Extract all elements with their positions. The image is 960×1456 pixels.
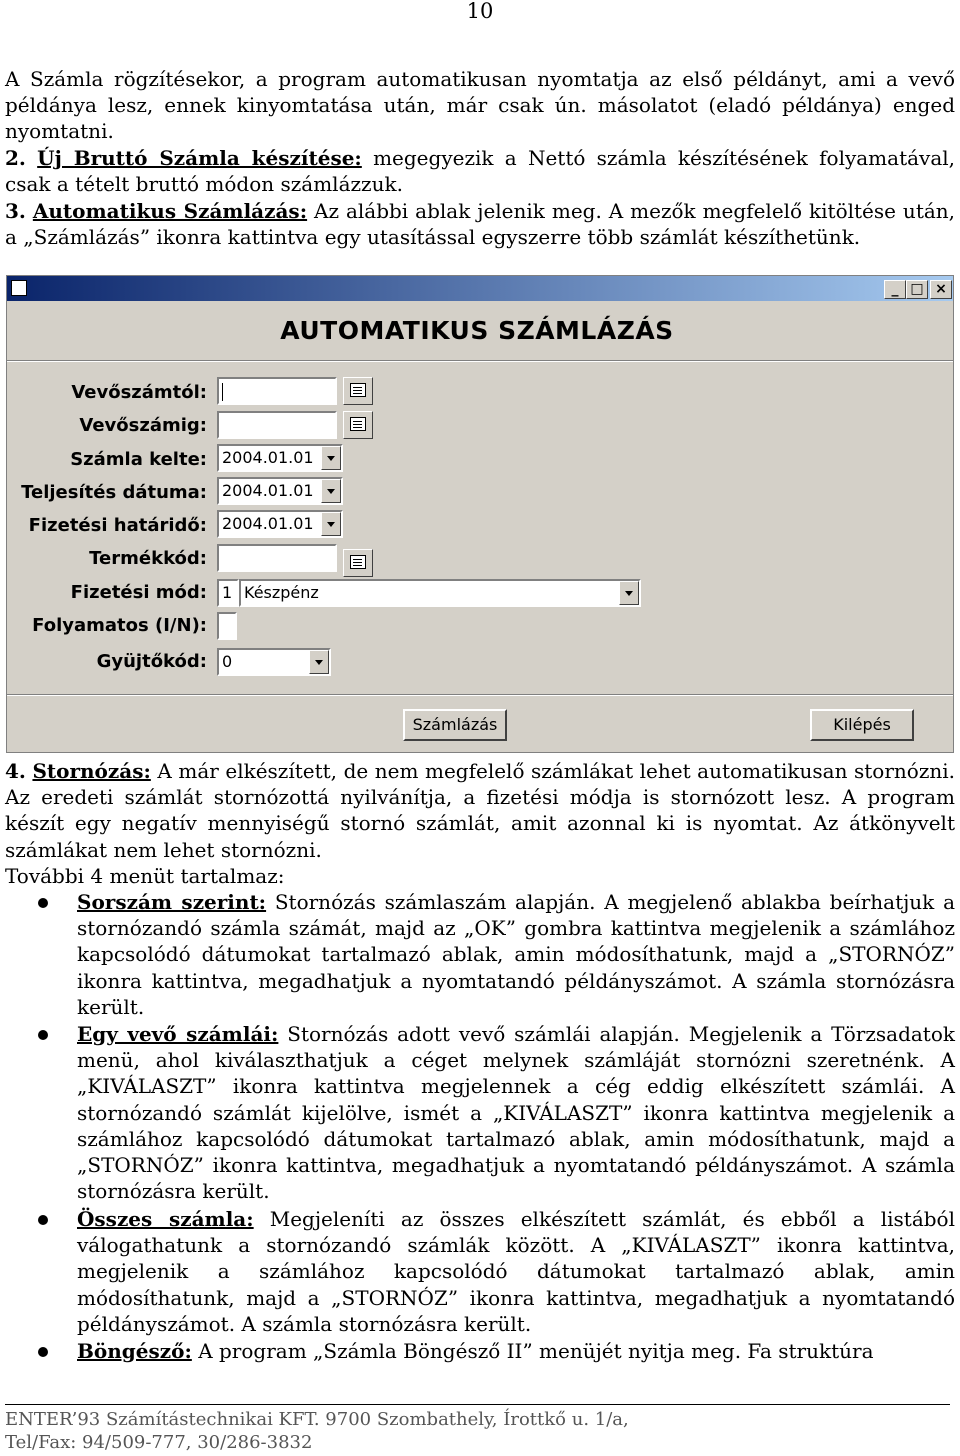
section-4 bbox=[5, 758, 955, 863]
product-code-lookup-button[interactable] bbox=[343, 549, 373, 577]
label-to-customer: Vevőszámig: bbox=[79, 415, 207, 436]
continuous-input[interactable] bbox=[217, 612, 237, 640]
payment-method-code-input[interactable]: 1 bbox=[217, 579, 239, 607]
payment-due-value: 2004.01.01 bbox=[222, 514, 314, 533]
bullet-item bbox=[77, 1206, 955, 1337]
dialog-heading: AUTOMATIKUS SZÁMLÁZÁS bbox=[280, 316, 674, 345]
label-fulfillment-date: Teljesítés dátuma: bbox=[21, 482, 207, 503]
chevron-down-icon[interactable] bbox=[619, 581, 639, 605]
exit-button[interactable]: Kilépés bbox=[810, 709, 914, 741]
section-3-text: Az alábbi ablak jelenik meg. A mezők megfelelő kitöltése után, a „Számlázás” ikonra kattintva egy utasítással egyszerre több számlát készíthetünk. bbox=[5, 199, 956, 250]
collector-code-select[interactable] bbox=[217, 648, 331, 676]
label-payment-method: Fizetési mód: bbox=[70, 582, 207, 603]
chevron-down-icon[interactable] bbox=[309, 650, 329, 674]
label-product-code: Termékkód: bbox=[89, 548, 207, 569]
label-payment-due: Fizetési határidő: bbox=[28, 515, 207, 536]
label-continuous: Folyamatos (I/N): bbox=[32, 615, 207, 636]
text-caret bbox=[222, 383, 223, 401]
lookup-icon bbox=[350, 417, 366, 431]
section-2 bbox=[5, 145, 955, 197]
bullet-text: Stornózás adott vevő számlái alapján. Megjelenik a Törzsadatok menü, ahol kiválaszthatjuk a céget melynek számláját stornózni szeretnénk. A „KIVÁLASZT” ikonra kattintva megjelennek a cég eddig elkészített számlái. A stornózandó számlát kijelölve, ismét a „KIVÁLASZT” ikonra kattintva megjelenik a számlához kapcsolódó dátumokat tartalmazó ablak, amin módosíthatunk, majd a „STORNÓZ” ikonra kattintva, megadhatjuk a nyomtatandó példányszámot. A számla stornózásra került. bbox=[77, 1022, 955, 1204]
maximize-icon[interactable]: □ bbox=[906, 280, 928, 299]
bullet-title: Összes számla: bbox=[77, 1207, 254, 1231]
product-code-input[interactable] bbox=[217, 544, 337, 572]
to-customer-input[interactable] bbox=[217, 411, 337, 439]
window-titlebar bbox=[7, 276, 953, 301]
bullet-item bbox=[77, 889, 955, 1020]
from-customer-input[interactable] bbox=[217, 377, 337, 405]
section-2-title: Új Bruttó Számla készítése: bbox=[37, 146, 362, 170]
label-from-customer: Vevőszámtól: bbox=[71, 382, 207, 403]
bullet-title: Sorszám szerint: bbox=[77, 890, 267, 914]
lookup-icon bbox=[350, 555, 366, 569]
submenu-intro: További 4 menüt tartalmaz: bbox=[5, 864, 285, 888]
section-4-title: Stornózás: bbox=[32, 759, 151, 783]
close-icon[interactable]: × bbox=[930, 280, 952, 299]
app-icon bbox=[11, 280, 27, 296]
minimize-icon[interactable]: _ bbox=[884, 280, 906, 299]
payment-method-value: Készpénz bbox=[244, 583, 319, 602]
page-number: 10 bbox=[466, 0, 494, 23]
fulfillment-date-select[interactable] bbox=[217, 477, 343, 505]
collector-code-value: 0 bbox=[222, 652, 233, 671]
bullet-item bbox=[77, 1338, 955, 1364]
footer-line-2: Tel/Fax: 94/509-777, 30/286-3832 bbox=[5, 1432, 313, 1453]
payment-method-select[interactable] bbox=[239, 579, 641, 607]
section-4-text: A már elkészített, de nem megfelelő számlákat lehet automatikusan stornózni. Az eredeti számlát stornózottá nyilvánítja, a fizetési módja is stornózott lesz. A program készít egy negatív mennyiségű stornó számlát, amit azonnal ki is nyomtat. Az átkönyvelt számlákat nem lehet stornózni. bbox=[5, 759, 955, 862]
bullet-icon bbox=[38, 1347, 48, 1357]
chevron-down-icon[interactable] bbox=[321, 479, 341, 503]
divider bbox=[7, 694, 953, 696]
section-3-title: Automatikus Számlázás: bbox=[32, 199, 308, 223]
lookup-icon bbox=[350, 383, 366, 397]
bullet-item bbox=[77, 1021, 955, 1204]
bullet-text: Megjeleníti az összes elkészített számlát, és ebből a listából válogathatunk a stornózandó számlák között. A „KIVÁLASZT” ikonra kattintva, megjelenik a számlához kapcsolódó dátumokat tartalmazó ablak, amin módosíthatunk, majd a „STORNÓZ” ikonra kattintva, megadhatjuk a nyomtatandó példányszámot. A számla stornózásra került. bbox=[77, 1207, 955, 1336]
invoice-date-select[interactable] bbox=[217, 444, 343, 472]
footer-divider bbox=[5, 1404, 950, 1405]
to-customer-lookup-button[interactable] bbox=[343, 411, 373, 439]
from-customer-lookup-button[interactable] bbox=[343, 377, 373, 405]
section-3 bbox=[5, 198, 955, 250]
bullet-title: Egy vevő számlái: bbox=[77, 1022, 279, 1046]
bullet-icon bbox=[38, 1215, 48, 1225]
section-4-number: 4. bbox=[5, 759, 26, 783]
chevron-down-icon[interactable] bbox=[321, 512, 341, 536]
bullet-icon bbox=[38, 898, 48, 908]
fulfillment-date-value: 2004.01.01 bbox=[222, 481, 314, 500]
chevron-down-icon[interactable] bbox=[321, 446, 341, 470]
bullet-text: Stornózás számlaszám alapján. A megjelenő ablakba beírhatjuk a stornózandó számla számát, majd az „OK” gombra kattintva megjelenik a számlához kapcsolódó dátumokat tartalmazó ablak, amin módosíthatunk, majd a „STORNÓZ” ikonra kattintva, megadhatjuk a nyomtatandó példányszámot. A számla stornózásra került. bbox=[77, 890, 955, 1019]
invoice-button[interactable]: Számlázás bbox=[403, 709, 507, 741]
footer-line-1: ENTER’93 Számítástechnikai KFT. 9700 Szombathely, Írottkő u. 1/a, bbox=[5, 1409, 629, 1430]
invoice-date-value: 2004.01.01 bbox=[222, 448, 314, 467]
bullet-text: A program „Számla Böngésző II” menüjét nyitja meg. Fa struktúra bbox=[191, 1339, 874, 1363]
payment-due-select[interactable] bbox=[217, 510, 343, 538]
bullet-title: Böngésző: bbox=[77, 1339, 192, 1363]
label-invoice-date: Számla kelte: bbox=[70, 449, 207, 470]
label-collector-code: Gyüjtőkód: bbox=[96, 651, 207, 672]
section-2-number: 2. bbox=[5, 146, 26, 170]
section-3-number: 3. bbox=[5, 199, 26, 223]
bullet-icon bbox=[38, 1030, 48, 1040]
divider bbox=[7, 360, 953, 362]
intro-paragraph: A Számla rögzítésekor, a program automatikusan nyomtatja az első példányt, ami a vevő példánya lesz, ennek kinyomtatása után, már csak ún. másolatot (eladó példánya) enged nyomtatni. bbox=[5, 67, 955, 144]
automatic-invoicing-window bbox=[6, 275, 954, 753]
section-2-text: megegyezik a Nettó számla készítésének folyamatával, csak a tételt bruttó módon számlázzuk. bbox=[5, 146, 956, 197]
